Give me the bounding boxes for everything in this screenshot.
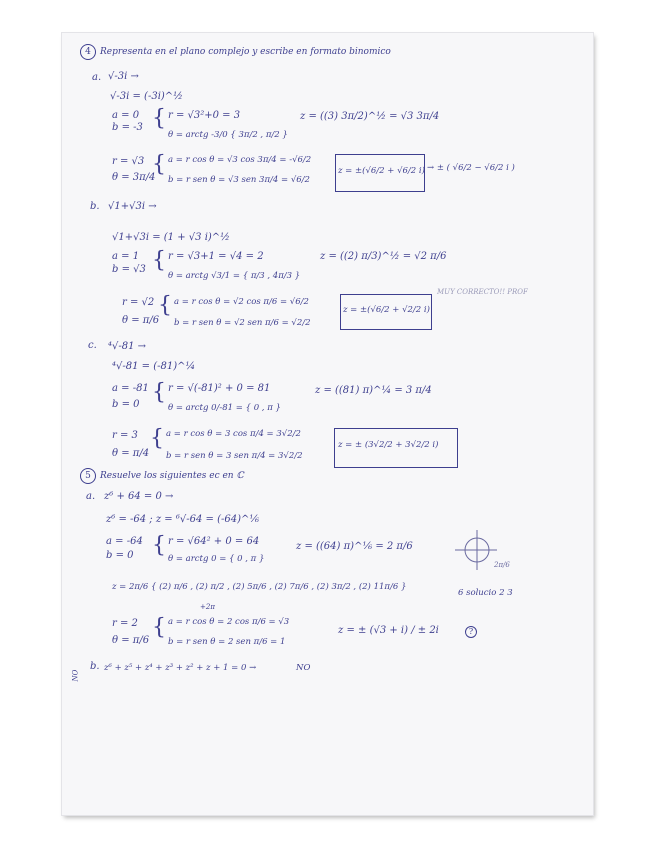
part-4a-b: b = -3 [112, 122, 143, 133]
part-4c-theta-label: θ = π/4 [112, 448, 150, 459]
brace: { [152, 152, 166, 177]
part-4a-r: r = √3²+0 = 3 [168, 110, 241, 121]
part-5a-solutions-note: 6 solucio 2 3 [458, 588, 513, 598]
part-4c-imag: b = r sen θ = 3 sen π/4 = 3√2/2 [166, 451, 303, 461]
part-5a-r-label: r = 2 [112, 618, 138, 629]
part-4b-b: b = √3 [112, 264, 146, 275]
part-4c-theta: θ = arctg 0/-81 = { 0 , π } [168, 403, 281, 413]
problem-4-number: 4 [80, 44, 96, 60]
brace: { [150, 426, 164, 451]
part-5a-solutions: z = 2π/6 { (2) π/6 , (2) π/2 , (2) 5π/6 , (2) 7π/6 , (2) 3π/2 , (2) 11π/6 } [112, 582, 407, 592]
part-4b-expression: √1+√3i → [108, 201, 157, 212]
part-4a-boxed-answer: z = ±(√6/2 + √6/2 i) [338, 166, 425, 176]
part-4c-label: c. [88, 340, 97, 351]
problem-4-statement: Representa en el plano complejo y escribe en formato binomico [100, 47, 391, 57]
part-4c-b: b = 0 [112, 399, 140, 410]
argand-plot-sketch [455, 528, 515, 578]
part-5a-final-mark: ? [465, 626, 477, 638]
part-4a-label: a. [92, 72, 102, 83]
part-5b-expression: z⁶ + z⁵ + z⁴ + z³ + z² + z + 1 = 0 → [104, 663, 257, 673]
part-5a-label: a. [86, 491, 96, 502]
brace: { [152, 248, 166, 273]
part-4a-real: a = r cos θ = √3 cos 3π/4 = -√6/2 [168, 155, 312, 165]
part-4a-imag: b = r sen θ = √3 sen 3π/4 = √6/2 [168, 175, 310, 185]
part-4b-r-label: r = √2 [122, 297, 155, 308]
part-5a-final: z = ± (√3 + i) / ± 2i [338, 625, 439, 636]
part-4c-r: r = √(-81)² + 0 = 81 [168, 383, 271, 394]
part-4a-after: → ± ( √6/2 − √6/2 i ) [427, 163, 515, 173]
part-5a-zroot: z = ((64) π)^⅙ = 2 π/6 [296, 541, 413, 552]
part-4c-boxed-answer: z = ± (3√2/2 + 3√2/2 i) [338, 440, 439, 450]
part-4c-line1: ⁴√-81 = (-81)^¼ [112, 361, 196, 372]
part-5b-answer: NO [296, 663, 311, 673]
part-4c-zroot: z = ((81) π)^¼ = 3 π/4 [315, 385, 432, 396]
part-4b-zroot: z = ((2) π/3)^½ = √2 π/6 [320, 251, 447, 262]
part-4a-r-label: r = √3 [112, 156, 145, 167]
problem-5-statement: Resuelve los siguientes ec en ℂ [100, 471, 244, 481]
part-4c-real: a = r cos θ = 3 cos π/4 = 3√2/2 [166, 429, 301, 439]
brace: { [152, 533, 166, 558]
brace: { [152, 380, 166, 405]
part-4b-boxed-answer: z = ±(√6/2 + √2/2 i) [343, 305, 430, 315]
brace: { [158, 293, 172, 318]
part-5a-solutions-sub: +2π [200, 603, 215, 611]
part-5a-real: a = r cos θ = 2 cos π/6 = √3 [168, 617, 290, 627]
part-4b-a: a = 1 [112, 251, 140, 262]
part-4b-label: b. [90, 201, 100, 212]
part-4a-theta: θ = arctg -3/0 { 3π/2 , π/2 } [168, 130, 288, 140]
teacher-note: MUY CORRECTO!! PROF [437, 288, 528, 296]
part-5a-r: r = √64² + 0 = 64 [168, 536, 260, 547]
part-4a-theta-label: θ = 3π/4 [112, 172, 156, 183]
part-4c-expression: ⁴√-81 → [108, 341, 147, 352]
part-4a-zroot: z = ((3) 3π/2)^½ = √3 3π/4 [300, 111, 440, 122]
part-4b-theta: θ = arctg √3/1 = { π/3 , 4π/3 } [168, 271, 301, 281]
part-4b-theta-label: θ = π/6 [122, 315, 160, 326]
part-4b-line1: √1+√3i = (1 + √3 i)^½ [112, 232, 230, 243]
paper-sheet [62, 33, 593, 815]
brace: { [152, 106, 166, 131]
part-5a-a: a = -64 [106, 536, 143, 547]
part-4b-imag: b = r sen θ = √2 sen π/6 = √2/2 [174, 318, 311, 328]
part-4c-r-label: r = 3 [112, 430, 138, 441]
part-5a-line1: z⁶ = -64 ; z = ⁶√-64 = (-64)^⅙ [106, 514, 260, 525]
part-4c-a: a = -81 [112, 383, 149, 394]
part-5a-imag: b = r sen θ = 2 sen π/6 = 1 [168, 637, 286, 647]
part-5a-b: b = 0 [106, 550, 134, 561]
part-4a-line1: √-3i = (-3i)^½ [110, 91, 183, 102]
part-5b-margin-mark: NO [71, 669, 80, 682]
part-5a-theta-label: θ = π/6 [112, 635, 150, 646]
part-5b-label: b. [90, 661, 100, 672]
brace: { [152, 615, 166, 640]
part-4b-r: r = √3+1 = √4 = 2 [168, 251, 264, 262]
part-5a-expression: z⁶ + 64 = 0 → [104, 491, 174, 502]
part-4a-a: a = 0 [112, 110, 140, 121]
part-4b-real: a = r cos θ = √2 cos π/6 = √6/2 [174, 297, 309, 307]
plot-label: 2π/6 [494, 561, 510, 569]
part-5a-theta: θ = arctg 0 = { 0 , π } [168, 554, 265, 564]
part-4a-expression: √-3i → [108, 71, 139, 82]
problem-5-number: 5 [80, 468, 96, 484]
